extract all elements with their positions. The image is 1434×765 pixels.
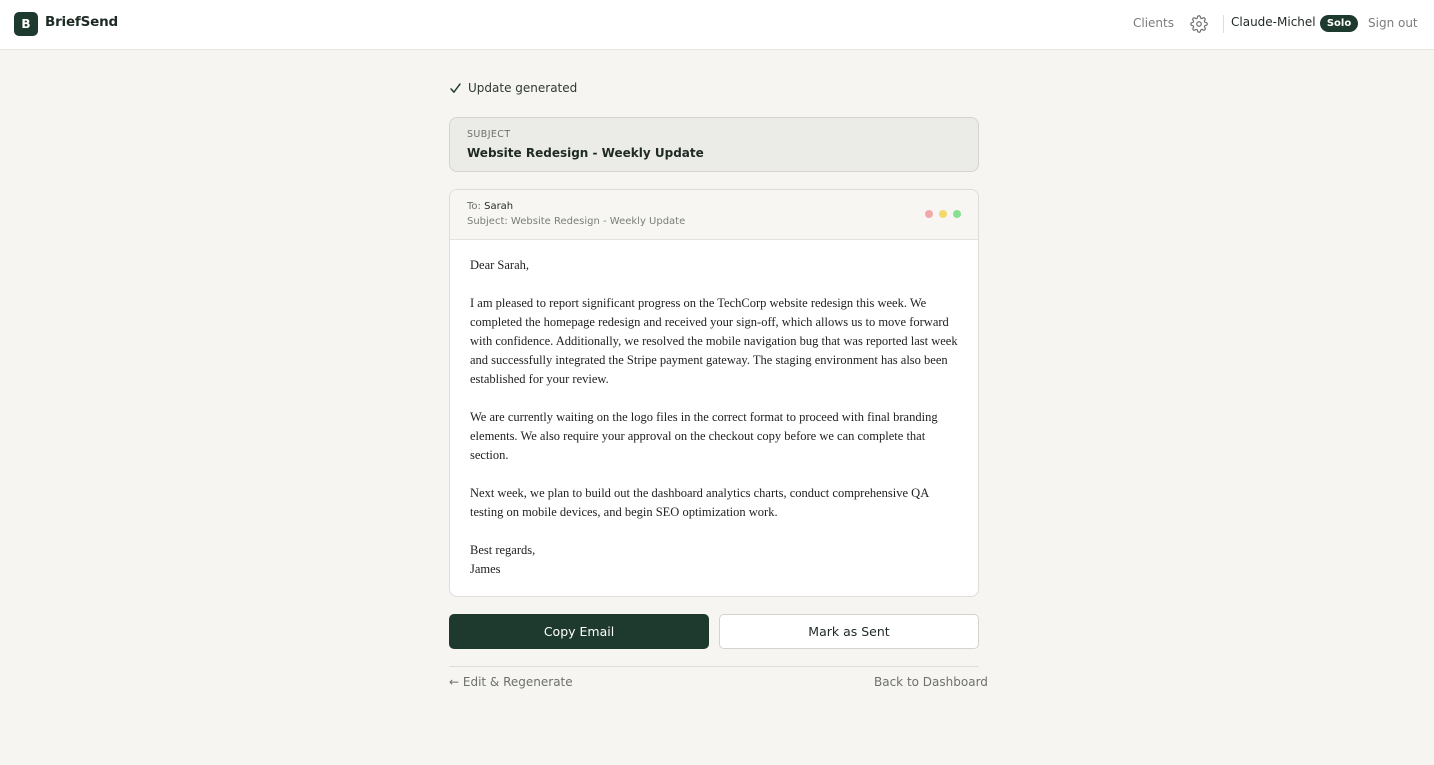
- email-paragraph-3: Next week, we plan to build out the dashboard analytics charts, conduct comprehensive QA testing on mobile devices, and begin SEO optimization work.: [470, 486, 929, 519]
- red-dot-icon: [925, 210, 933, 218]
- email-greeting: Dear Sarah,: [470, 258, 529, 272]
- email-paragraph-2: We are currently waiting on the logo files in the correct format to proceed with final branding elements. We also require your approval on the checkout copy before we can complete that section.: [470, 410, 938, 462]
- subject-label: SUBJECT: [467, 129, 511, 140]
- footer-divider: [449, 666, 979, 667]
- brand-name[interactable]: BriefSend: [45, 14, 118, 30]
- brand-logo[interactable]: [14, 12, 38, 36]
- email-subject-line: Subject: Website Redesign - Weekly Update: [467, 216, 686, 227]
- email-header: [450, 190, 978, 240]
- check-icon: [449, 82, 462, 95]
- subject-value: Website Redesign - Weekly Update: [467, 146, 704, 160]
- logo-letter: B: [21, 17, 31, 31]
- status-message: [449, 81, 577, 95]
- top-navbar: [0, 0, 1434, 50]
- sign-out-link[interactable]: Sign out: [1368, 16, 1418, 30]
- user-name: Claude-Michel: [1231, 15, 1316, 29]
- to-label: To:: [467, 201, 481, 212]
- window-dots: [925, 210, 961, 218]
- status-text: Update generated: [468, 81, 578, 95]
- gear-icon[interactable]: [1190, 15, 1208, 33]
- email-paragraph-1: I am pleased to report significant progress on the TechCorp website redesign this week. We completed the homepage redesign and received your sign-off, which allows us to move forward with confidence. Additionally, we resolved the mobile navigation bug that was reported last week and successfully integrated the Stripe payment gateway. The staging environment has also been established for your review.: [470, 296, 958, 386]
- copy-email-button[interactable]: Copy Email: [449, 614, 709, 649]
- email-closing: Best regards,: [470, 543, 536, 557]
- email-body: [470, 256, 962, 579]
- subject-box[interactable]: [449, 117, 979, 172]
- email-to-line: [467, 201, 513, 212]
- green-dot-icon: [953, 210, 961, 218]
- nav-clients-link[interactable]: Clients: [1133, 16, 1174, 30]
- to-recipient: Sarah: [484, 201, 514, 212]
- email-preview-card: [449, 189, 979, 597]
- edit-regenerate-link[interactable]: ← Edit & Regenerate: [449, 675, 573, 689]
- email-signoff: [470, 541, 962, 579]
- email-signature: James: [470, 562, 501, 576]
- back-to-dashboard-link[interactable]: Back to Dashboard: [874, 675, 988, 689]
- header-divider: [1223, 15, 1224, 33]
- yellow-dot-icon: [939, 210, 947, 218]
- mark-as-sent-button[interactable]: Mark as Sent: [719, 614, 979, 649]
- plan-badge: Solo: [1320, 15, 1358, 32]
